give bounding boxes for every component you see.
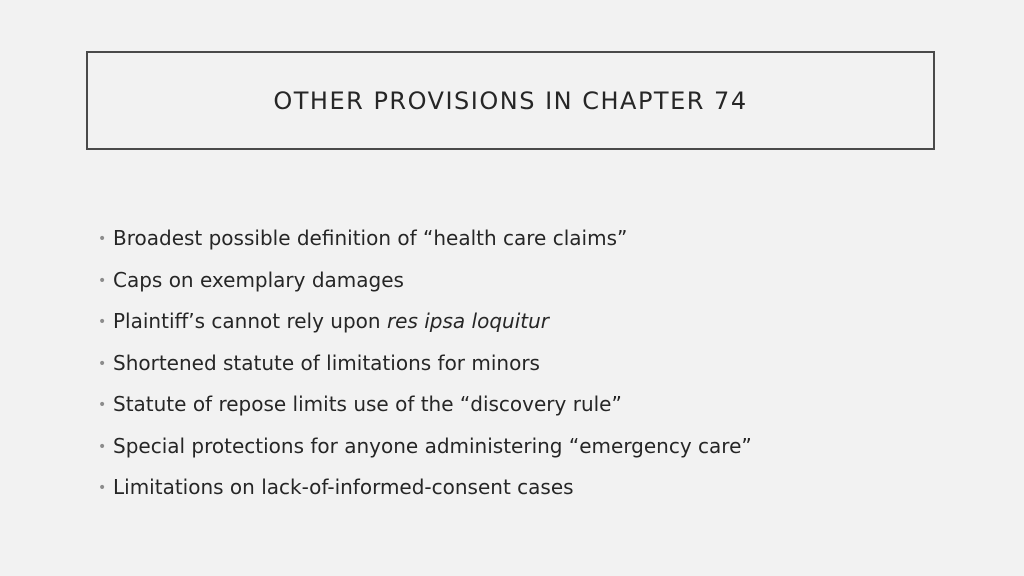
bullet-icon: • <box>98 438 107 455</box>
bullet-icon: • <box>98 397 107 413</box>
bullet-item <box>98 268 918 310</box>
bullet-item <box>98 351 918 393</box>
title-box <box>86 51 935 150</box>
bullet-icon: • <box>98 272 107 289</box>
bullet-icon: • <box>98 231 107 247</box>
bullet-text-italic: res ipsa loquitur <box>386 309 549 333</box>
bullet-item <box>98 309 918 351</box>
bullet-item <box>98 475 918 517</box>
bullet-text: Shortened statute of limitations for minors <box>113 350 540 375</box>
bullet-text: Special protections for anyone administering “emergency care” <box>113 433 752 458</box>
bullet-text-plain: Plaintiff’s cannot rely upon <box>113 309 387 333</box>
bullet-text: Broadest possible definition of “health care claims” <box>113 226 628 250</box>
bullet-icon: • <box>98 480 107 496</box>
bullet-text: Limitations on lack-of-informed-consent cases <box>113 475 574 499</box>
bullet-list <box>98 226 918 517</box>
bullet-text: Caps on exemplary damages <box>113 267 404 292</box>
bullet-item <box>98 226 918 268</box>
bullet-icon: • <box>98 355 107 372</box>
bullet-icon: • <box>98 314 107 330</box>
slide-title: OTHER PROVISIONS IN CHAPTER 74 <box>273 86 748 115</box>
bullet-item <box>98 392 918 434</box>
bullet-text: Statute of repose limits use of the “discovery rule” <box>113 392 622 416</box>
bullet-text <box>113 309 549 333</box>
bullet-item <box>98 434 918 476</box>
